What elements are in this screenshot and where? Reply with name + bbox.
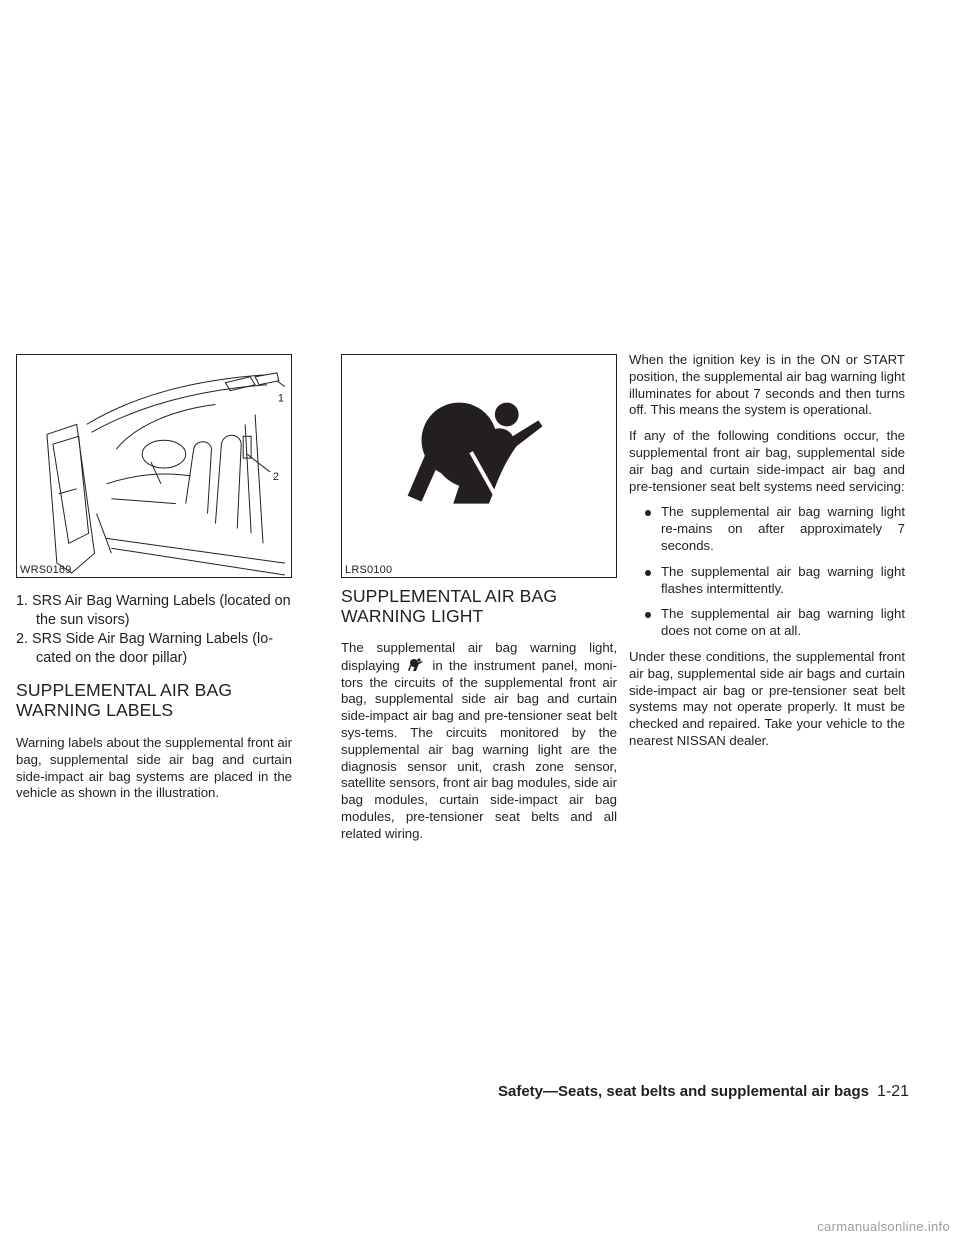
car-interior-illustration: [17, 355, 291, 577]
column-1: [16, 592, 292, 802]
airbag-inline-icon: [406, 657, 426, 673]
paragraph-2: If any of the following conditions occur, the supplemental front air bag, supplemental side air bag and curtain side-impact air bag and pre-tensioner seat belt systems need servicing:: [629, 428, 905, 494]
bullet-icon: [645, 612, 651, 618]
footer-section-title: Safety—Seats, seat belts and supplemental air bags: [498, 1083, 869, 1100]
paragraph-1: When the ignition key is in the ON or START position, the supplemental air bag warning light illuminates for about 7 seconds and then turns off. This means the system is operational.: [629, 352, 905, 418]
callout-1: 1: [277, 392, 284, 405]
page-footer: [498, 1083, 909, 1101]
bullet-item: [629, 606, 905, 640]
body-text-start: The supplemental air bag warning light, displaying: [341, 640, 617, 673]
column-2: [341, 586, 617, 843]
figure-code: LRS0100: [345, 564, 393, 576]
section-heading: SUPPLEMENTAL AIR BAG WARNING LABELS: [16, 680, 233, 720]
figure-code: WRS0169: [20, 564, 72, 576]
body-text-end: in the instrument panel, moni-tors the circuits of the supplemental front air bag, supplemental side air bag and curtain side-impact air bag and pre-tensioner seat belt sys-tems. The circuits monitored by the supplemental air bag warning light are the diagnosis sensor unit, crash zone sensor, satellite sensors, front air bag modules, side air bag modules, curtain side-impact air bag modules, pre-tensioner seat belts and all related wiring.: [341, 657, 617, 841]
car-interior-figure: [16, 354, 292, 578]
bullet-text: The supplemental air bag warning light does not come on at all.: [661, 606, 905, 639]
bullet-icon: [645, 570, 651, 576]
page-number: 1-21: [876, 1083, 909, 1100]
body-text: [341, 640, 617, 843]
body-text: Warning labels about the supplemental front air bag, supplemental side air bag and curtain side-impact air bag systems are placed in the vehicle as shown in the illustration.: [16, 735, 292, 801]
caption-item-2: 2. SRS Side Air Bag Warning Labels (lo-cated on the door pillar): [16, 631, 274, 666]
bullet-item: [629, 504, 905, 554]
bullet-item: [629, 564, 905, 598]
section-heading: SUPPLEMENTAL AIR BAG WARNING LIGHT: [341, 586, 558, 626]
bullet-icon: [645, 510, 651, 516]
watermark: carmanualsonline.info: [817, 1219, 950, 1234]
bullet-text: The supplemental air bag warning light flashes intermittently.: [661, 563, 905, 596]
bullet-text: The supplemental air bag warning light re-mains on after approximately 7 seconds.: [661, 504, 905, 553]
airbag-warning-icon: [342, 355, 616, 577]
column-3: [629, 352, 905, 750]
caption-item-1: 1. SRS Air Bag Warning Labels (located on the sun visors): [16, 593, 291, 628]
callout-2: 2: [272, 470, 279, 483]
airbag-symbol-figure: [341, 354, 617, 578]
paragraph-3: Under these conditions, the supplemental front air bag, supplemental side air bags and curtain side-impact air bag or pre-tensioner seat belt systems may not operate properly. It must be checked and repaired. Take your vehicle to the nearest NISSAN dealer.: [629, 648, 905, 748]
